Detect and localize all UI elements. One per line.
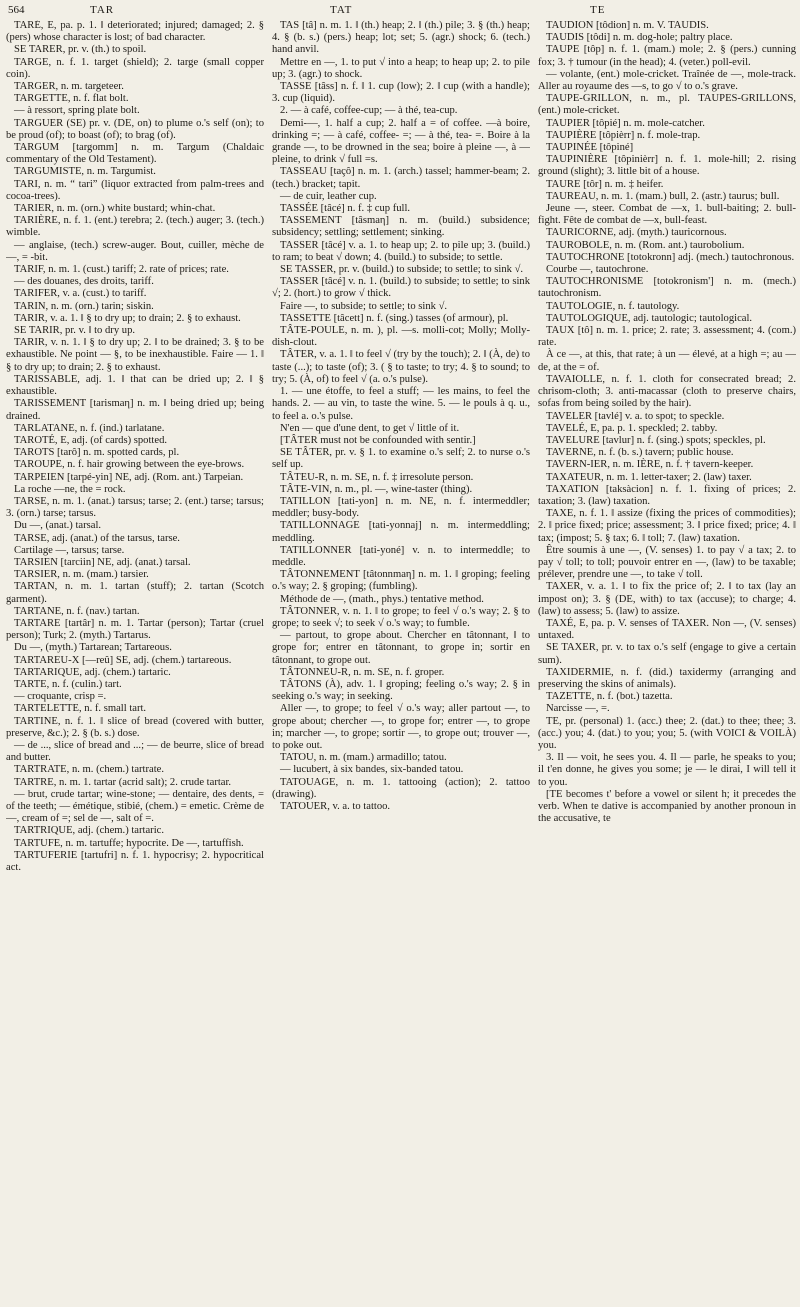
dictionary-entry: — à ressort, spring plate bolt. [14,105,140,117]
dictionary-entry: TÂTE-POULE, n. m. ), pl. —s. molli-cot; Molly; Molly-dish-clout. [272,325,530,349]
dictionary-entry: TARIR, v. n. 1. ‖ § to dry up; 2. ‖ to be drained; 3. § to be exhaustible. Ne point — §, to be inexhaustible. Faire — 1. ‖ § to dry up; to drain; 2. § to exhaust. [6,337,264,373]
dictionary-entry: TASSER [tâcé] v. a. 1. to heap up; 2. to pile up; 3. (build.) to ram; to beat √ down; 4. (build.) to subside; to settle. [272,239,530,263]
dictionary-entry: La roche —ne, the = rock. [14,483,126,495]
dictionary-entry: SE TARER, pr. v. (th.) to spoil. [14,44,147,56]
dictionary-entry: TASSÉE [tâcé] n. f. ‡ cup full. [280,203,411,215]
dictionary-entry: Cartilage —, tarsus; tarse. [14,544,125,556]
dictionary-entry: Demi-—, 1. half a cup; 2. half a = of coffee. —à boire, drinking =; — à café, coffee- =; — à thé, tea- =. Boire à la grande —, to be drowned in the sea; boire à pleine —, à — pleine, to drink √ full =s. [272,117,530,166]
dictionary-entry: TAXATEUR, n. m. 1. letter-taxer; 2. (law) taxer. [546,471,752,483]
dictionary-entry: TAUPIÈRE [tôpièrr] n. f. mole-trap. [546,129,701,141]
dictionary-entry: TARIR, v. a. 1. ‖ § to dry up; to drain; 2. § to exhaust. [14,312,241,324]
dictionary-entry: Narcisse —, =. [546,703,610,715]
dictionary-entry: TARTRATE, n. m. (chem.) tartrate. [14,764,165,776]
dictionary-entry: TAZETTE, n. f. (bot.) tazetta. [546,691,673,703]
text-columns [6,20,796,1304]
running-head-right: TE [590,4,606,16]
dictionary-entry: TARTARE [tartâr] n. m. 1. Tartar (person); Tartar (cruel person); Turk; 2. (myth.) Tartarus. [6,617,264,642]
dictionary-entry: TAUPINIÈRE [tôpinièrr] n. f. 1. mole-hill; 2. rising ground (slight); 3. little bit of a house. [538,154,796,178]
dictionary-entry: TATOUAGE, n. m. 1. tattooing (action); 2. tattoo (drawing). [272,776,530,800]
dictionary-entry: TAUTOCHRONE [totokronn] adj. (mech.) tautochronous. [546,251,795,263]
dictionary-entry: Du —, (myth.) Tartarean; Tartareous. [14,642,172,654]
dictionary-entry: TARTE, n. f. (culin.) tart. [14,678,122,690]
dictionary-entry: TAUPIER [tôpié] n. m. mole-catcher. [546,117,705,129]
running-head-middle: TAT [330,4,353,16]
dictionary-entry: 1. — une étoffe, to feel a stuff; — les mains, to feel the hands. 2. — au vin, to taste the wine. 5. — le pouls à q. u., to feel a. o.'s pulse. [272,386,530,422]
dictionary-entry: TARI, n. m. “ tari” (liquor extracted from palm-trees and cocoa-trees). [6,178,264,202]
dictionary-entry: [TE becomes t' before a vowel or silent h; it precedes the verb. When te dative is accompanied by another pronoun in the accusative, te [538,788,796,825]
dictionary-entry: TARGUMISTE, n. m. Targumist. [14,166,156,178]
dictionary-entry: TAUREAU, n. m. 1. (mam.) bull, 2. (astr.) taurus; bull. [546,190,780,202]
dictionary-entry: TAVERNE, n. f. (b. s.) tavern; public house. [546,447,734,459]
dictionary-entry: — volante, (ent.) mole-cricket. Traînée de —, mole-track. Aller au royaume des —s, to go √ to o.'s grave. [538,68,796,93]
dictionary-entry: TARIN, n. m. (orn.) tarin; siskin. [14,300,154,312]
dictionary-entry: Du —, (anat.) tarsal. [14,520,102,532]
dictionary-entry: TAXIDERMIE, n. f. (did.) taxidermy (arranging and preserving the skins of animals). [538,666,796,690]
dictionary-entry: TARPEIEN [tarpé-yin] NE, adj. (Rom. ant.) Tarpeian. [14,471,244,483]
dictionary-entry: Mettre en —, 1. to put √ into a heap; to heap up; 2. to pile up; 3. (agr.) to shock. [272,56,530,80]
dictionary-entry: TAROTS [tarô] n. m. spotted cards, pl. [14,447,180,459]
dictionary-entry: TAUTOLOGIQUE, adj. tautologic; tautological. [546,312,753,324]
dictionary-entry: TARTELETTE, n. f. small tart. [14,703,147,715]
dictionary-entry: TARSIER, n. m. (mam.) tarsier. [14,569,149,581]
dictionary-entry: TARIER, n. m. (orn.) white bustard; whin-chat. [14,203,216,215]
dictionary-entry: TARGER, n. m. targeteer. [14,81,124,93]
dictionary-entry: TARIF, n. m. 1. (cust.) tariff; 2. rate of prices; rate. [14,264,229,276]
dictionary-entry: TARIFER, v. a. (cust.) to tariff. [14,288,147,300]
dictionary-entry: TARSE, n. m. 1. (anat.) tarsus; tarse; 2. (ent.) tarse; tarsus; 3. (orn.) tarse; tarsus. [6,495,264,520]
dictionary-entry: TAVERN-IER, n. m. IÈRE, n. f. † tavern-keeper. [546,459,754,471]
dictionary-entry: TAVELÉ, E, pa. p. 1. speckled; 2. tabby. [546,422,718,434]
dictionary-entry: 3. Il — voit, he sees you. 4. Il — parle, he speaks to you; il t'en donne, he gives you some; je — le dirai, I will tell it to you. [538,752,796,788]
dictionary-entry: TAUX [tô] n. m. 1. price; 2. rate; 3. assessment; 4. (com.) rate. [538,325,796,349]
dictionary-entry: — croquante, crisp =. [14,691,107,703]
dictionary-entry: — brut, crude tartar; wine-stone; — dentaire, des dents, = of the teeth; — émétique, stibié, (chem.) = emetic. Crème de —, cream of =; sel de —, salt of =. [6,788,264,825]
column-right [538,20,796,1304]
column-middle [272,20,530,1304]
dictionary-entry: TARGUM [targomm] n. m. Targum (Chaldaic commentary of the Old Testament). [6,142,264,166]
dictionary-entry: TARSIEN [tarciin] NE, adj. (anat.) tarsal. [14,556,191,568]
dictionary-entry: TÂTER, v. a. 1. ‖ to feel √ (try by the touch); 2. ‖ (À, de) to taste (...); to taste (of); 3. ( § to taste; to try; 4. § to sound; to try; 5. (À, of) to feel √ (a. o.'s pulse). [272,349,530,385]
dictionary-entry: TAVAIOLLE, n. f. 1. cloth for consecrated bread; 2. chrisom-cloth; 3. anti-macassar (cloth to preserve chairs, sofas from being soiled by the hair). [538,373,796,410]
page-number: 564 [8,4,25,16]
dictionary-entry: TARTUFE, n. m. tartuffe; hypocrite. De —, tartuffish. [14,837,244,849]
dictionary-entry: TAUTOCHRONISME [totokronism'] n. m. (mech.) tautochronism. [538,276,796,300]
dictionary-entry: TAUDION [tôdion] n. m. V. TAUDIS. [546,20,709,31]
dictionary-entry: TAUPINÉE [tôpiné] [546,142,634,154]
dictionary-entry: SE TAXER, pr. v. to tax o.'s self (engage to give a certain sum). [538,642,796,666]
dictionary-entry: Être soumis à une —, (V. senses) 1. to pay √ a tax; 2. to pay √ toll; to toll; pouvoir entrer en —, (law) to be taxable; prélever, prendre une —, to take √ toll. [538,544,796,581]
dictionary-entry: TARGETTE, n. f. flat bolt. [14,93,129,105]
dictionary-entry: 2. — à café, coffee-cup; — à thé, tea-cup. [280,105,458,117]
column-left [6,20,264,1304]
dictionary-entry: TARTANE, n. f. (nav.) tartan. [14,605,140,617]
dictionary-entry: TARLATANE, n. f. (ind.) tarlatane. [14,422,165,434]
dictionary-entry: TATILLONNAGE [tati-yonnaj] n. m. intermeddling; meddling. [272,520,530,544]
dictionary-entry: TATILLONNER [tati-yoné] v. n. to intermeddle; to meddle. [272,544,530,568]
dictionary-entry: TAROTÉ, E, adj. (of cards) spotted. [14,434,168,446]
dictionary-entry: TAUDIS [tôdi] n. m. dog-hole; paltry place. [546,32,733,44]
dictionary-entry: TÂTONNEMENT [tâtonnmaη] n. m. 1. ‖ groping; feeling o.'s way; 2. § groping; (fumbling). [272,569,530,593]
dictionary-entry: TAXATION [taksàcion] n. f. 1. fixing of prices; 2. taxation; 3. (law) taxation. [538,483,796,507]
dictionary-entry: TATOUER, v. a. to tattoo. [280,801,391,812]
dictionary-entry: TASSE [tâss] n. f. ‖ 1. cup (low); 2. ‖ cup (with a handle); 3. cup (liquid). [272,81,530,105]
dictionary-entry: TARTUFERIE [tartufri] n. f. 1. hypocrisy; 2. hypocritical act. [6,849,264,874]
dictionary-entry: Faire —, to subside; to settle; to sink √. [280,300,448,312]
dictionary-entry: TARTINE, n. f. 1. ‖ slice of bread (covered with butter, preserve, &c.); 2. § (b. s.) dose. [6,715,264,739]
dictionary-entry: TÂTONNEU-R, n. m. SE, n. f. groper. [280,666,445,678]
dictionary-entry: — de cuir, leather cup. [280,190,377,202]
dictionary-entry: SE TÂTER, pr. v. § 1. to examine o.'s self; 2. to nurse o.'s self up. [272,447,530,471]
dictionary-entry: TE, pr. (personal) 1. (acc.) thee; 2. (dat.) to thee; thee; 3. (acc.) you; 4. (dat.) to you; you; 5. (with VOICI & VOILÀ) you. [538,715,796,751]
dictionary-entry: N'en — que d'une dent, to get √ little of it. [280,422,460,434]
dictionary-entry: TÂTONS (À), adv. 1. ‖ groping; feeling o.'s way; 2. § in seeking o.'s way; in seeking. [272,678,530,703]
dictionary-entry: TAUPE [tôp] n. f. 1. (mam.) mole; 2. § (pers.) cunning fox; 3. † tumour (in the head); 4. (veter.) poll-evil. [538,44,796,68]
dictionary-entry: SE TASSER, pr. v. (build.) to subside; to settle; to sink √. [280,264,524,276]
dictionary-entry: — lucubert, à six bandes, six-banded tatou. [280,764,464,776]
dictionary-entry: TASSEAU [taçô] n. m. 1. (arch.) tassel; hammer-beam; 2. (tech.) bracket; tapit. [272,166,530,190]
dictionary-entry: Courbe —, tautochrone. [546,264,649,276]
dictionary-entry: TAURICORNE, adj. (myth.) tauricornous. [546,227,727,239]
dictionary-entry: TAURE [tôr] n. m. ‡ heifer. [546,178,664,190]
dictionary-entry: TÂTE-VIN, n. m., pl. —, wine-taster (thing). [280,483,473,495]
dictionary-entry: Aller —, to grope; to feel √ o.'s way; aller partout —, to grope about; chercher —, to grope for; entrer —, to grope in; marcher —, to grope; sortir —, to grope out; trouver —, to poke out. [272,703,530,751]
dictionary-entry: TÂTONNER, v. n. 1. ‖ to grope; to feel √ o.'s way; 2. § to grope; to seek √; to seek √ o.'s way; to fumble. [272,605,530,629]
dictionary-entry: TARISSEMENT [tarismaη] n. m. ‖ being dried up; being drained. [6,398,264,422]
dictionary-entry: TARGUER (SE) pr. v. (DE, on) to plume o.'s self (on); to be proud (of); to boast (of); to brag (of). [6,117,264,141]
dictionary-entry: À ce —, at this, that rate; à un — élevé, at a high =; au — de, at the = of. [538,349,796,373]
dictionary-entry: TARTAREU-X [—reû] SE, adj. (chem.) tartareous. [14,654,232,666]
dictionary-entry: — de ..., slice of bread and ...; — de beurre, slice of bread and butter. [6,739,264,764]
running-head-left: TAR [90,4,115,16]
dictionary-entry: SE TARIR, pr. v. ‖ to dry up. [14,325,136,337]
dictionary-entry: TAUROBOLE, n. m. (Rom. ant.) taurobolium. [546,239,745,251]
dictionary-entry: TAXER, v. a. 1. ‖ to fix the price of; 2. ‖ to tax (lay an impost on); 3. § (DE, with) to tax (accuse); to charge; 4. (law) to assess; 5. (law) to assize. [538,581,796,617]
dictionary-entry: TAROUPE, n. f. hair growing between the eye-brows. [14,459,245,471]
dictionary-entry: TARTAN, n. m. 1. tartan (stuff); 2. tartan (Scotch garment). [6,581,264,605]
dictionary-entry: TARISSABLE, adj. 1. ‖ that can be dried up; 2. ‖ § exhaustible. [6,373,264,398]
dictionary-entry: TATOU, n. m. (mam.) armadillo; tatou. [280,752,447,764]
dictionary-entry: TAVELER [tavlé] v. a. to spot; to speckle. [546,410,725,422]
dictionary-entry: Méthode de —, (math., phys.) tentative method. [280,593,484,605]
dictionary-entry: TARGE, n. f. 1. target (shield); 2. targe (small copper coin). [6,56,264,80]
dictionary-entry: TARÉ, E, pa. p. 1. ‖ deteriorated; injured; damaged; 2. § (pers) whose character is lost; of bad character. [6,20,264,44]
dictionary-entry: [TÂTER must not be confounded with sentir.] [280,434,476,446]
dictionary-entry: TARSE, adj. (anat.) of the tarsus, tarse. [14,532,180,544]
dictionary-entry: TARTARIQUE, adj. (chem.) tartaric. [14,666,171,678]
dictionary-entry: TAVELURE [tavlur] n. f. (sing.) spots; speckles, pl. [546,434,766,446]
dictionary-entry: TAUTOLOGIE, n. f. tautology. [546,300,680,312]
dictionary-entry: TAS [tâ] n. m. 1. ‖ (th.) heap; 2. ‖ (th.) pile; 3. § (th.) heap; 4. § (b. s.) (pers.) heap; lot; set; 5. (agr.) shock; 6. (tech.) hand anvil. [272,20,530,56]
dictionary-entry: TASSER [tâcé] v. n. 1. (build.) to subside; to settle; to sink √; 2. (hort.) to grow √ thick. [272,276,530,300]
dictionary-entry: TAXE, n. f. 1. ‖ assize (fixing the prices of commodities); 2. ‖ price fixed; price; assessment; 3. ‖ price fixed; price; 4. ‖ tax; (impost; 5. § tax; 6. ‖ toll; 7. (law) taxation. [538,508,796,544]
dictionary-entry: Jeune —, steer. Combat de —x, 1. bull-baiting; 2. bull-fight. Fête de combat de —x, bull-feast. [538,203,796,227]
dictionary-entry: — anglaise, (tech.) screw-auger. Bout, cuiller, mèche de —, = -bit. [6,239,264,263]
page-header [0,4,800,20]
dictionary-entry: TÂTEU-R, n. m. SE, n. f. ‡ irresolute person. [280,471,474,483]
dictionary-entry: TARIÈRE, n. f. 1. (ent.) terebra; 2. (tech.) auger; 3. (tech.) wimble. [6,215,264,239]
dictionary-entry: — des douanes, des droits, tariff. [14,276,154,288]
dictionary-entry: TARTRIQUE, adj. (chem.) tartaric. [14,825,165,837]
dictionary-entry: TASSETTE [tâcett] n. f. (sing.) tasses (of armour), pl. [280,312,509,324]
dictionary-entry: — partout, to grope about. Chercher en tâtonnant, ‖ to grope for; entrer en tâtonnant, to grope in; sortir en tâtonnant, to grope out. [272,630,530,666]
dictionary-entry: TASSEMENT [tâsmaη] n. m. (build.) subsidence; subsidency; settling; settlement; sinking. [272,215,530,239]
dictionary-entry: TARTRE, n. m. 1. tartar (acrid salt); 2. crude tartar. [14,776,232,788]
dictionary-entry: TAXÉ, E, pa. p. V. senses of TAXER. Non —, (V. senses) untaxed. [538,617,796,642]
dictionary-entry: TAUPE-GRILLON, n. m., pl. TAUPES-GRILLONS, (ent.) mole-cricket. [538,93,796,117]
dictionary-entry: TATILLON [tati-yon] n. m. NE, n. f. intermeddler; meddler; busy-body. [272,495,530,520]
